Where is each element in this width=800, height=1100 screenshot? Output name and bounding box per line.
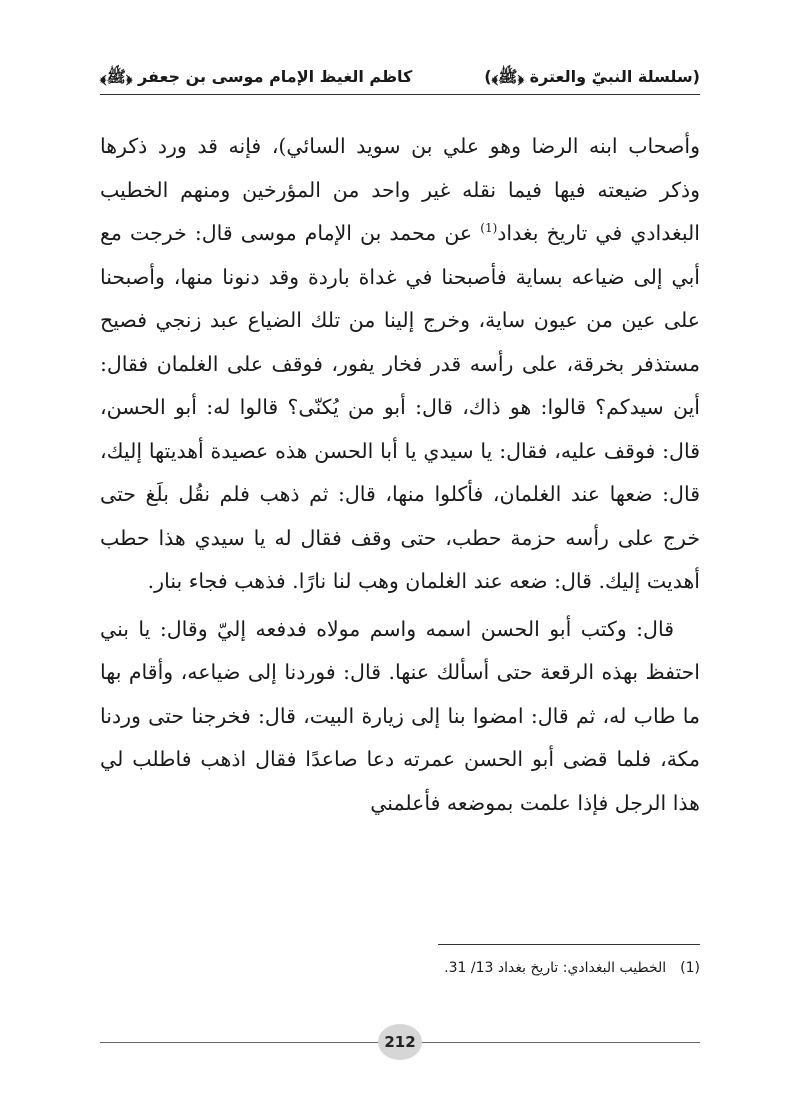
page-number: 212: [384, 1033, 416, 1051]
running-header: [100, 50, 700, 90]
footnote: [100, 958, 700, 978]
footnote-number: (1): [680, 960, 700, 976]
book-title: كاظم الغيظ الإمام موسى بن جعفر ﴿ﷺ﴾: [100, 67, 413, 86]
series-title: (سلسلة النبيّ والعترة ﴿ﷺ﴾): [484, 67, 700, 86]
page-footer: [100, 1022, 700, 1062]
main-text: [100, 125, 700, 825]
paragraph-2: قال: وكتب أبو الحسن اسمه واسم مولاه فدفعه إليّ وقال: يا بني احتفظ بهذه الرقعة حتى أسألك عنها. قال: فوردنا إلى ضياعه، وأقام بها ما طاب له، ثم قال: امضوا بنا إلى زيارة البيت، قال: فخرجنا حتى وردنا مكة، فلما قضى أبو الحسن عمرته دعا صاعدًا فقال اذهب فاطلب لي هذا الرجل فإذا علمت بموضعه فأعلمني: [100, 616, 700, 815]
footnote-reference[interactable]: (1): [480, 221, 498, 236]
header-divider: [100, 94, 700, 95]
footnote-divider: [438, 944, 700, 945]
paragraph-1-part-b: عن محمد بن الإمام موسى قال: خرجت مع أبي إلى ضياعه بساية فأصبحنا في غداة باردة وقد دنونا منها، وأصبحنا على عين من عيون ساية، وخرج إلينا من تلك الضياع عبد زنجي فصيح مستذفر بخرقة، على رأسه قدر فخار يفور، فوقف على الغلمان فقال: أين سيدكم؟ قالوا: هو ذاك، قال: أبو من يُكنّى؟ قالوا له: أبو الحسن، قال: فوقف عليه، فقال: يا سيدي يا أبا الحسن هذه عصيدة أهديتها إليك، قال: ضعها عند الغلمان، فأكلوا منها، قال: ثم ذهب فلم نقُل بلَغ حتى خرج على رأسه حزمة حطب، حتى وقف فقال له يا سيدي هذا حطب أهديت إليك. قال: ضعه عند الغلمان وهب لنا نارًا. فذهب فجاء بنار.: [100, 221, 700, 593]
paragraph-1: [100, 125, 700, 604]
footnote-text: الخطيب البغدادي: تاريخ بغداد 13/ 31.: [444, 960, 667, 976]
paragraph-1-part-a: وأصحاب ابنه الرضا وهو علي بن سويد السائي)، فإنه قد ورد ذكرها وذكر ضيعته فيها فيما نقله غير واحد من المؤرخين ومنهم الخطيب البغدادي في تاريخ بغداد: [100, 134, 700, 245]
page-number-badge: [378, 1024, 422, 1060]
